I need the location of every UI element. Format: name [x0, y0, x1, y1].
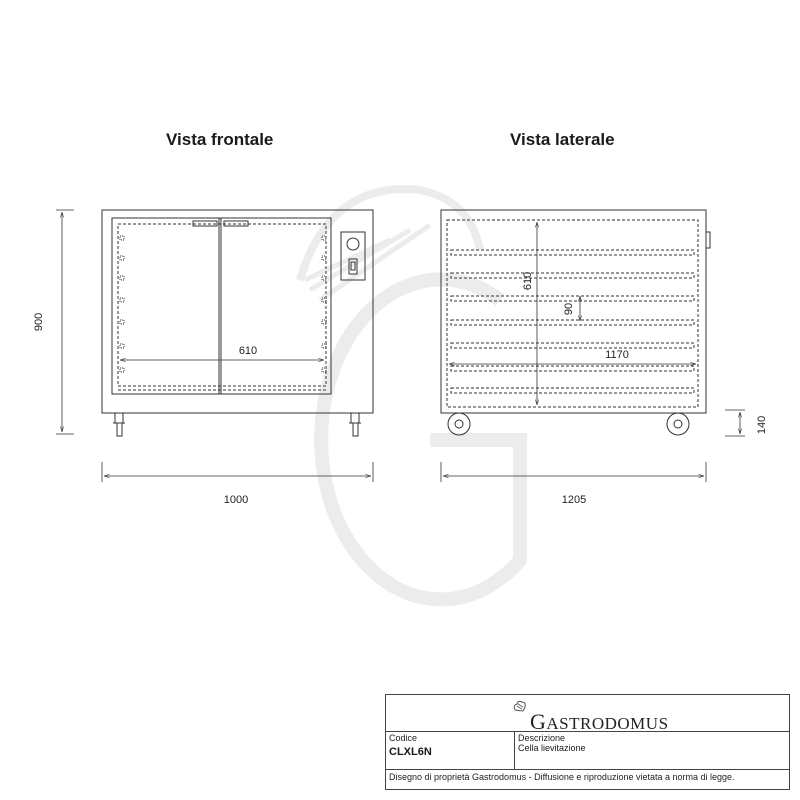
front-right-caster: [349, 413, 361, 436]
shelf-guide-mark: [120, 298, 124, 302]
tray-outline: [451, 273, 694, 278]
chef-hat-icon: [512, 699, 528, 715]
shelf-guide-mark: [120, 320, 124, 324]
logo-area: [386, 695, 789, 732]
shelf-guide-mark: [322, 320, 326, 324]
front-height-label: 900: [33, 312, 45, 332]
side-view-title: Vista laterale: [510, 130, 615, 149]
shelf-guide-mark: [120, 368, 124, 372]
code-value: CLXL6N: [389, 746, 432, 758]
front-view: [102, 210, 373, 436]
tray-outline: [451, 366, 694, 371]
shelf-guide-mark: [120, 256, 124, 260]
front-view-title: Vista frontale: [166, 130, 274, 149]
shelf-guide-mark: [322, 344, 326, 348]
description-label: Descrizione: [518, 733, 566, 743]
side-inner-height-label: 610: [522, 271, 534, 291]
description-value: Cella lievitazione: [518, 743, 586, 753]
brand-logo-text: GASTRODOMUS: [530, 709, 669, 734]
side-left-wheel: [448, 413, 470, 435]
front-width-label: 1000: [223, 494, 249, 506]
code-cell: [386, 731, 515, 769]
title-block: [385, 694, 790, 790]
description-cell: [515, 731, 789, 769]
side-width-label: 1205: [561, 494, 587, 506]
tray-outline: [451, 250, 694, 255]
copyright-notice: Disegno di proprietà Gastrodomus - Diffusione e riproduzione vietata a norma di legge.: [389, 772, 735, 782]
shelf-guide-mark: [120, 344, 124, 348]
tray-outline: [451, 320, 694, 325]
code-description-row: [386, 731, 789, 770]
shelf-guide-mark: [120, 276, 124, 280]
front-inner-width-label: 610: [238, 345, 258, 357]
tray-outline: [451, 388, 694, 393]
shelf-guide-mark: [120, 236, 124, 240]
side-inner-width-label: 1170: [605, 349, 629, 361]
code-label: Codice: [389, 733, 418, 743]
side-wheel-height-label: 140: [756, 415, 768, 435]
tray-outline: [451, 343, 694, 348]
watermark-logo: [300, 189, 520, 599]
shelf-guide-mark: [322, 256, 326, 260]
side-tray-spacing-label: 90: [563, 302, 575, 316]
side-handle: [706, 232, 710, 248]
thermostat-knob-icon: [347, 238, 359, 250]
front-left-caster: [113, 413, 125, 436]
side-right-wheel: [667, 413, 689, 435]
